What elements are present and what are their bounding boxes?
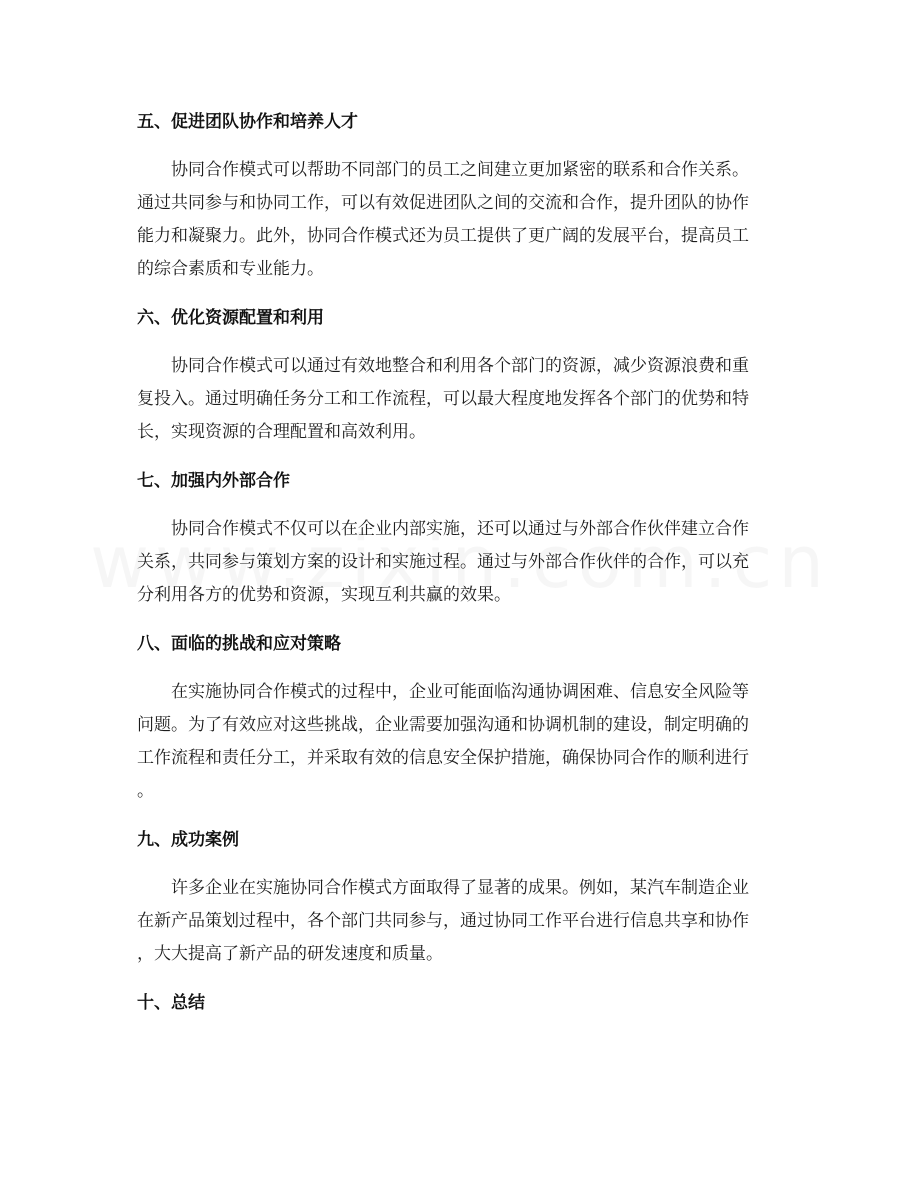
paragraph-line: 长，实现资源的合理配置和高效利用。 xyxy=(137,422,426,442)
section-paragraph xyxy=(137,350,785,449)
paragraph-line: ，大大提高了新产品的研发速度和质量。 xyxy=(137,944,443,964)
paragraph-line: 在新产品策划过程中，各个部门共同参与，通过协同工作平台进行信息共享和协作 xyxy=(137,911,749,931)
section-heading: 五、促进团队协作和培养人才 xyxy=(137,112,358,132)
paragraph-line: 通过共同参与和协同工作，可以有效促进团队之间的交流和合作，提升团队的协作 xyxy=(137,193,749,213)
section-paragraph xyxy=(137,513,785,612)
paragraph-line: 协同合作模式可以通过有效地整合和利用各个部门的资源，减少资源浪费和重 xyxy=(171,356,749,376)
paragraph-line: 问题。为了有效应对这些挑战，企业需要加强沟通和协调机制的建设，制定明确的 xyxy=(137,715,749,735)
paragraph-line: 能力和凝聚力。此外，协同合作模式还为员工提供了更广阔的发展平台，提高员工 xyxy=(137,226,749,246)
paragraph-line: 协同合作模式可以帮助不同部门的员工之间建立更加紧密的联系和合作关系。 xyxy=(171,160,749,180)
paragraph-line: 的综合素质和专业能力。 xyxy=(137,259,324,279)
paragraph-line: 分利用各方的优势和资源，实现互利共赢的效果。 xyxy=(137,585,511,605)
paragraph-line: 关系，共同参与策划方案的设计和实施过程。通过与外部合作伙伴的合作，可以充 xyxy=(137,552,749,572)
paragraph-line: 许多企业在实施协同合作模式方面取得了显著的成果。例如，某汽车制造企业 xyxy=(171,878,749,898)
paragraph-line: 协同合作模式不仅可以在企业内部实施，还可以通过与外部合作伙伴建立合作 xyxy=(171,519,749,539)
paragraph-line: 复投入。通过明确任务分工和工作流程，可以最大程度地发挥各个部门的优势和特 xyxy=(137,389,749,409)
section-paragraph xyxy=(137,872,785,971)
paragraph-line: 。 xyxy=(137,781,154,801)
section-heading: 十、总结 xyxy=(137,993,205,1013)
paragraph-line: 工作流程和责任分工，并采取有效的信息安全保护措施，确保协同合作的顺利进行 xyxy=(137,748,749,768)
section-paragraph xyxy=(137,154,785,286)
paragraph-line: 在实施协同合作模式的过程中，企业可能面临沟通协调困难、信息安全风险等 xyxy=(171,682,749,702)
section-heading: 八、面临的挑战和应对策略 xyxy=(137,634,341,654)
section-paragraph xyxy=(137,676,785,808)
section-heading: 六、优化资源配置和利用 xyxy=(137,308,324,328)
section-heading: 七、加强内外部合作 xyxy=(137,471,290,491)
section-heading: 九、成功案例 xyxy=(137,830,239,850)
document-body xyxy=(137,104,785,1021)
